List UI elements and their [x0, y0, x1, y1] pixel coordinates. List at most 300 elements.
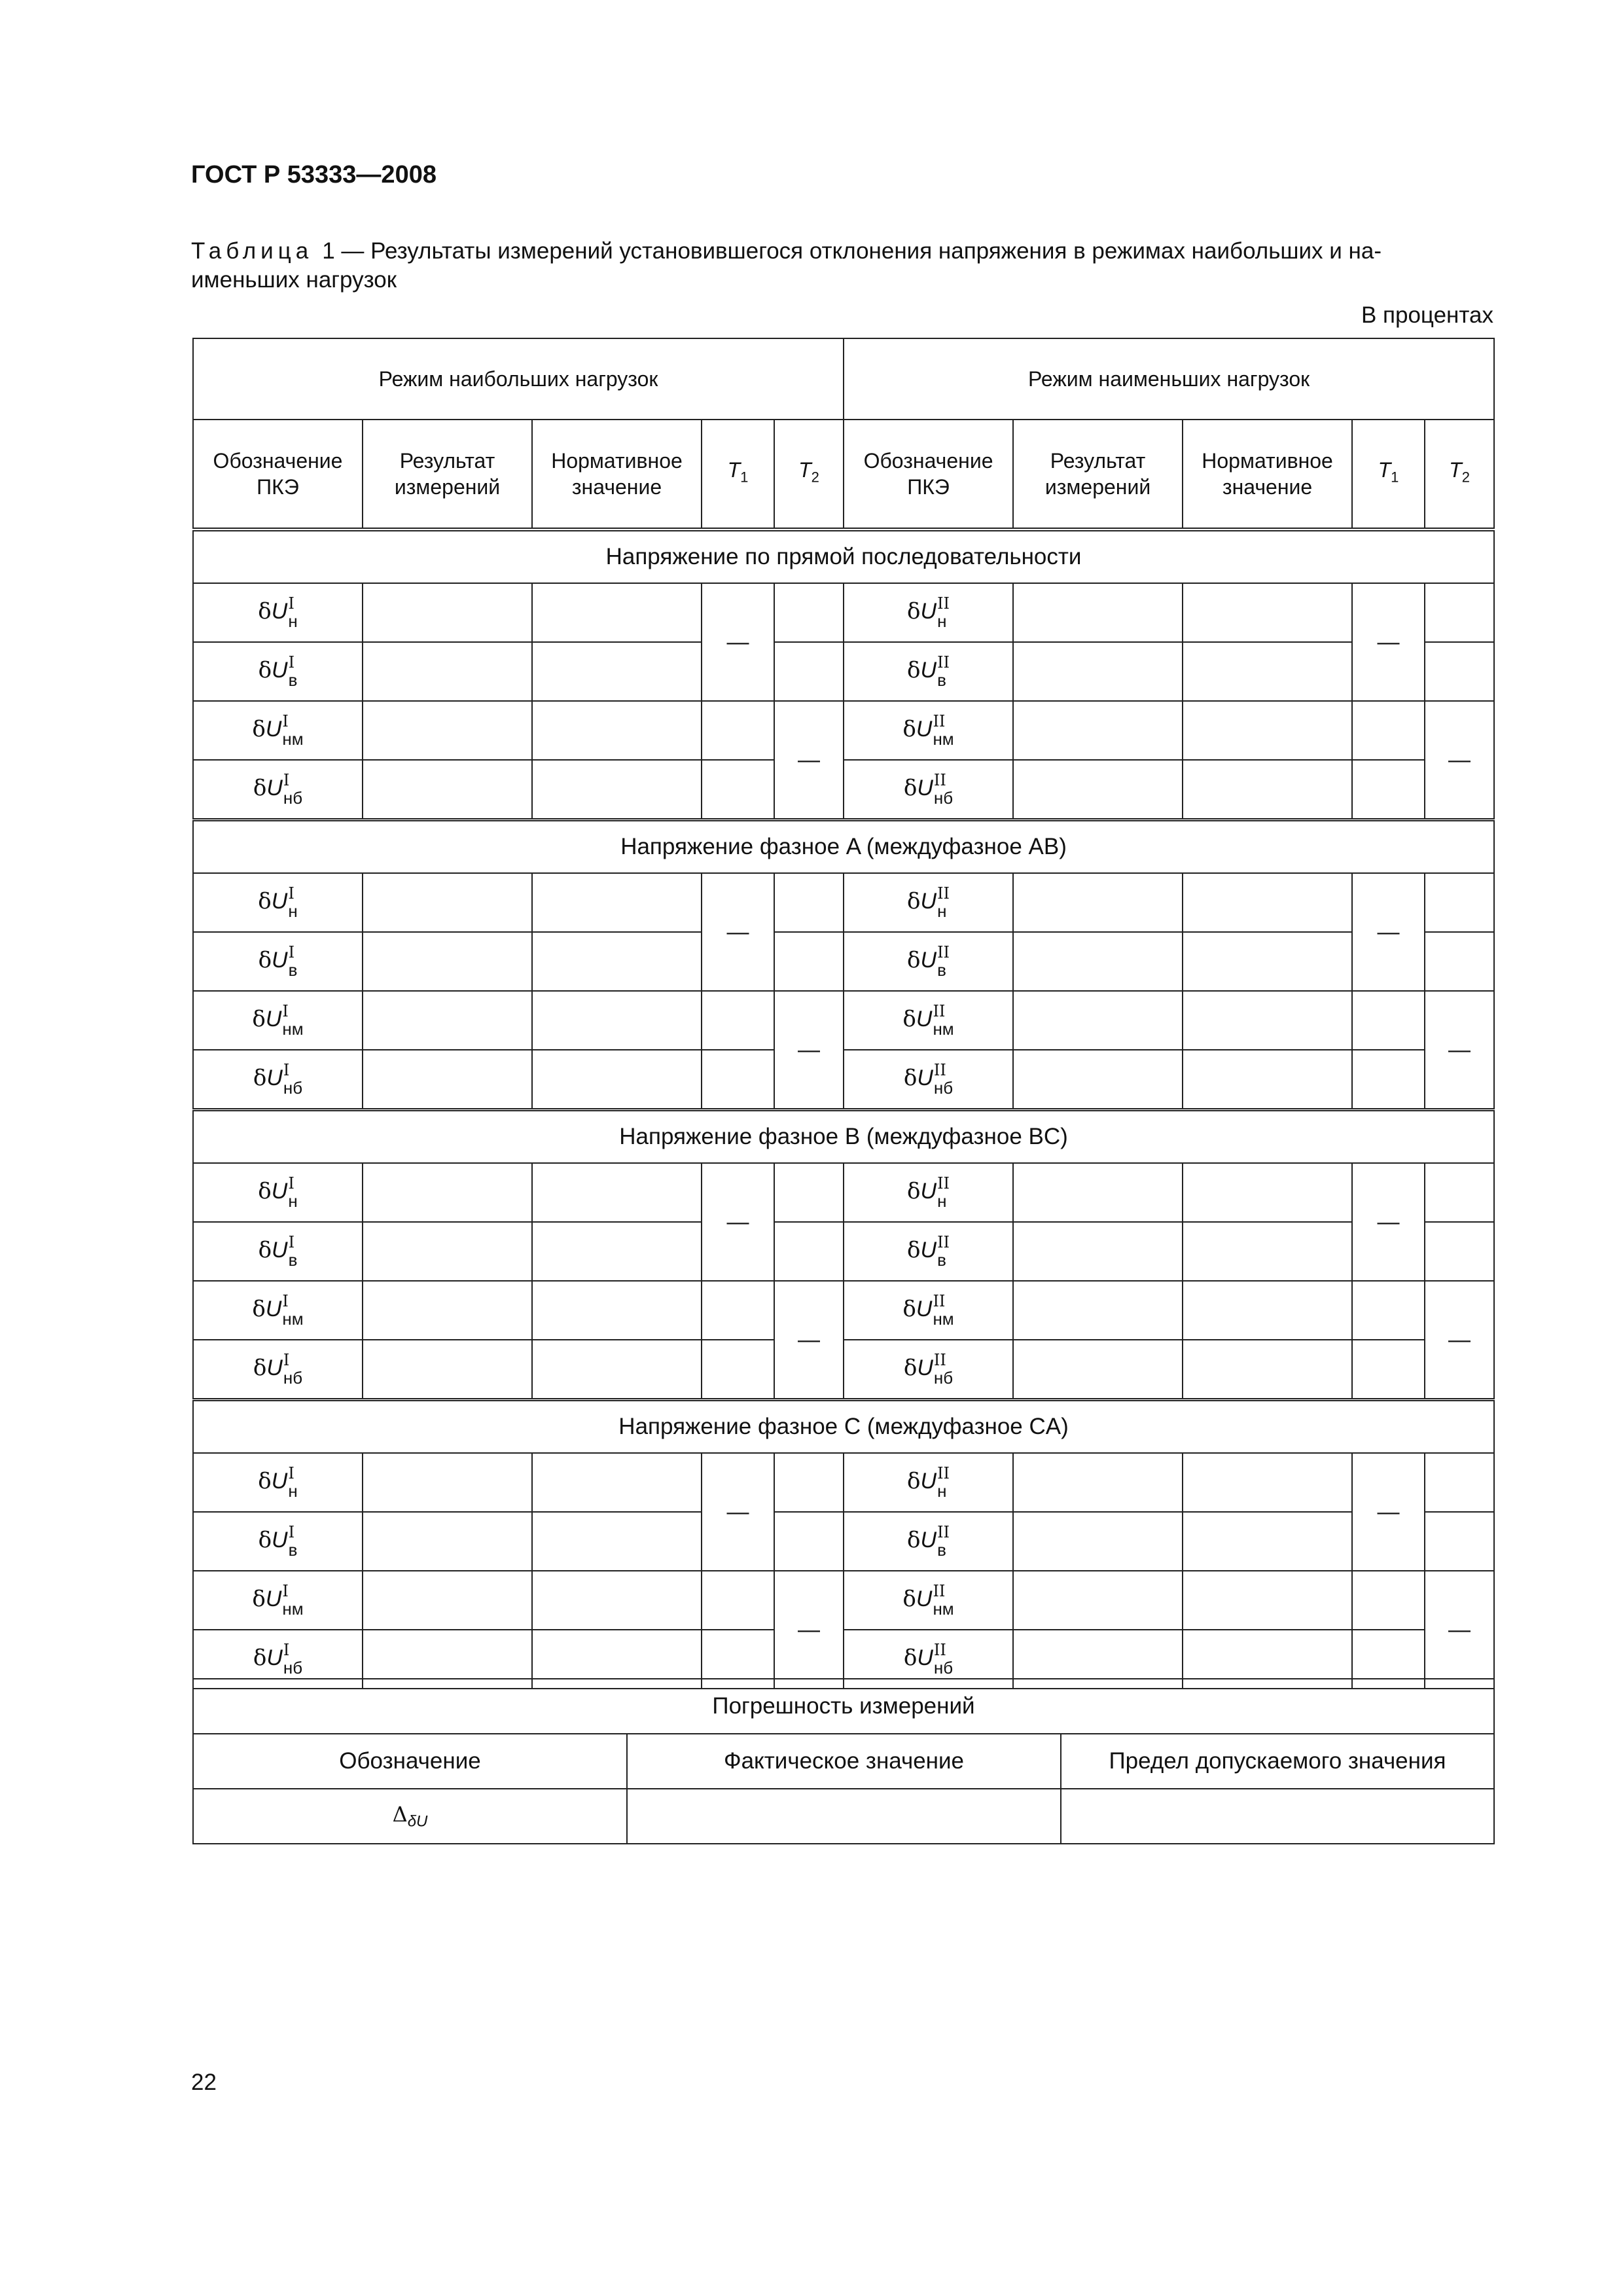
symbol-letter: U: [271, 889, 288, 914]
t1-max[interactable]: [702, 1340, 774, 1400]
dash-symbol: —: [726, 1209, 749, 1234]
result-max[interactable]: [363, 583, 532, 642]
t2-max[interactable]: [774, 873, 844, 932]
pke-symbol: [902, 1292, 954, 1329]
col-designation-min: Обозначение ПКЭ: [844, 420, 1013, 529]
result-min[interactable]: [1013, 991, 1183, 1050]
dash-symbol: —: [798, 1327, 821, 1352]
symbol-subscript: н: [937, 901, 947, 921]
pke-symbol: [252, 1002, 304, 1039]
normative-min[interactable]: [1183, 991, 1352, 1050]
symbol-delta: δ: [258, 598, 272, 624]
symbol-letter: U: [920, 658, 937, 683]
t2-max[interactable]: [774, 1222, 844, 1281]
col-result-max: Результат измерений: [363, 420, 532, 529]
symbol-letter: U: [271, 1469, 288, 1494]
symbol-subscript: нб: [283, 788, 303, 808]
table-row: [193, 991, 1494, 1050]
result-min[interactable]: [1013, 642, 1183, 701]
symbol-subscript: в: [937, 960, 946, 980]
pke-symbol: [902, 1582, 954, 1619]
normative-max[interactable]: [532, 1571, 702, 1630]
symbol-min-row: [844, 760, 1013, 820]
symbol-superscript: I: [283, 1351, 290, 1369]
t2-min[interactable]: [1425, 1163, 1494, 1222]
symbol-max-row: [193, 1571, 363, 1630]
pke-symbol: [253, 1641, 303, 1677]
symbol-subscript: нм: [282, 1309, 304, 1329]
result-max[interactable]: [363, 932, 532, 991]
symbol-superscript: I: [283, 771, 290, 789]
symbol-superscript: I: [288, 653, 295, 672]
result-max[interactable]: [363, 1340, 532, 1400]
symbol-subscript: нм: [933, 1309, 954, 1329]
symbol-superscript: I: [288, 884, 294, 903]
symbol-subscript: нм: [282, 729, 304, 749]
table-row: [193, 873, 1494, 932]
result-min[interactable]: [1013, 1512, 1183, 1571]
symbol-delta: δ: [907, 1178, 921, 1204]
normative-max[interactable]: [532, 642, 702, 701]
symbol-subscript: н: [937, 1191, 947, 1211]
normative-min[interactable]: [1183, 932, 1352, 991]
symbol-superscript: I: [288, 1464, 294, 1482]
t1-max[interactable]: [702, 760, 774, 820]
normative-min[interactable]: [1183, 1222, 1352, 1281]
error-table: [192, 1678, 1495, 1844]
col-t1-index: 1: [740, 469, 749, 486]
normative-max[interactable]: [532, 932, 702, 991]
symbol-superscript: I: [282, 1292, 289, 1310]
symbol-superscript: II: [937, 943, 950, 961]
t2-min[interactable]: [1425, 932, 1494, 991]
result-max[interactable]: [363, 1050, 532, 1110]
t2-min[interactable]: [1425, 583, 1494, 642]
result-min[interactable]: [1013, 1163, 1183, 1222]
dash-symbol: —: [798, 1617, 821, 1642]
symbol-max-row: [193, 1163, 363, 1222]
page-number: 22: [191, 2070, 217, 2095]
caption-text: 1 — Результаты измерений установившегося отклонения напряжения в режимах наибольших и на-: [322, 238, 1382, 264]
caption-label: Таблица: [191, 238, 313, 264]
result-min[interactable]: [1013, 1453, 1183, 1512]
pke-symbol: [907, 1174, 950, 1211]
table-caption: [191, 237, 1500, 295]
symbol-letter: U: [920, 1469, 937, 1494]
symbol-letter: U: [917, 1645, 933, 1670]
symbol-letter: U: [916, 1587, 933, 1611]
table-row: [193, 701, 1494, 760]
result-max[interactable]: [363, 1222, 532, 1281]
t2-min[interactable]: [1425, 1222, 1494, 1281]
symbol-min-row: [844, 873, 1013, 932]
dash-t1-max: [702, 1453, 774, 1571]
dash-t1-min: [1352, 583, 1425, 701]
symbol-subscript: н: [288, 901, 298, 921]
pke-symbol: [258, 594, 298, 631]
symbol-superscript: II: [937, 884, 950, 903]
pke-symbol: [253, 771, 303, 808]
pke-symbol: [902, 712, 954, 749]
normative-max[interactable]: [532, 1453, 702, 1512]
t1-max[interactable]: [702, 991, 774, 1050]
normative-max[interactable]: [532, 1222, 702, 1281]
normative-min[interactable]: [1183, 583, 1352, 642]
pke-symbol: [258, 1233, 298, 1270]
dash-symbol: —: [798, 1037, 821, 1062]
t1-min[interactable]: [1352, 701, 1425, 760]
symbol-letter: U: [920, 948, 937, 973]
normative-min[interactable]: [1183, 873, 1352, 932]
table-row: [193, 1222, 1494, 1281]
symbol-letter: U: [916, 717, 933, 742]
t1-max[interactable]: [702, 1050, 774, 1110]
symbol-max-row: [193, 1453, 363, 1512]
table-row: [193, 1453, 1494, 1512]
symbol-letter: U: [266, 776, 283, 800]
symbol-superscript: II: [937, 594, 950, 613]
result-min[interactable]: [1013, 1571, 1183, 1630]
symbol-letter: U: [271, 1179, 288, 1204]
pke-symbol: [907, 1464, 950, 1501]
t2-min[interactable]: [1425, 642, 1494, 701]
symbol-letter: U: [265, 1297, 282, 1321]
table-row: [193, 1340, 1494, 1400]
result-min[interactable]: [1013, 583, 1183, 642]
normative-min[interactable]: [1183, 1453, 1352, 1512]
symbol-delta: δ: [907, 657, 921, 683]
error-limit-value[interactable]: [1061, 1789, 1494, 1844]
t2-min[interactable]: [1425, 1512, 1494, 1571]
symbol-max-row: [193, 1222, 363, 1281]
t2-max[interactable]: [774, 932, 844, 991]
symbol-subscript: н: [937, 611, 947, 631]
symbol-delta: δ: [907, 1237, 921, 1263]
dash-symbol: —: [1377, 1209, 1400, 1234]
col-t2-index: 2: [811, 469, 819, 486]
col-t2-index: 2: [1461, 469, 1470, 486]
symbol-superscript: I: [283, 1061, 290, 1079]
symbol-subscript: в: [288, 1540, 298, 1560]
pke-symbol: [258, 1464, 298, 1501]
normative-max[interactable]: [532, 873, 702, 932]
symbol-superscript: I: [288, 594, 294, 613]
col-t2-min: [1425, 420, 1494, 529]
symbol-subscript: н: [288, 1191, 298, 1211]
pke-symbol: [258, 1174, 298, 1211]
mode-min-header: Режим наименьших нагрузок: [844, 338, 1494, 420]
symbol-delta: δ: [258, 947, 272, 973]
result-min[interactable]: [1013, 873, 1183, 932]
normative-max[interactable]: [532, 991, 702, 1050]
t2-max[interactable]: [774, 642, 844, 701]
normative-min[interactable]: [1183, 1340, 1352, 1400]
normative-max[interactable]: [532, 1512, 702, 1571]
symbol-delta: δ: [253, 1065, 267, 1091]
t1-max[interactable]: [702, 1571, 774, 1630]
symbol-subscript: н: [288, 1481, 298, 1501]
symbol-superscript: I: [288, 943, 295, 961]
symbol-superscript: II: [933, 1641, 946, 1659]
symbol-subscript: в: [288, 670, 298, 690]
symbol-superscript: II: [937, 1233, 950, 1251]
symbol-delta: δ: [258, 888, 272, 914]
symbol-max-row: [193, 1281, 363, 1340]
t1-min[interactable]: [1352, 760, 1425, 820]
normative-min[interactable]: [1183, 1512, 1352, 1571]
dash-t1-min: [1352, 1453, 1425, 1571]
symbol-delta: δ: [252, 1296, 266, 1322]
symbol-min-row: [844, 642, 1013, 701]
error-symbol-cell: [193, 1789, 627, 1844]
measurements-table: [192, 338, 1495, 1689]
symbol-superscript: I: [282, 712, 289, 730]
symbol-delta: δ: [253, 1645, 267, 1671]
symbol-subscript: нб: [933, 1078, 954, 1098]
symbol-superscript: II: [933, 1582, 946, 1600]
symbol-letter: U: [917, 1066, 933, 1090]
normative-max[interactable]: [532, 1050, 702, 1110]
col-t1-letter: T: [1378, 458, 1391, 482]
normative-min[interactable]: [1183, 1571, 1352, 1630]
symbol-min-row: [844, 1163, 1013, 1222]
caption-text-continued: именьших нагрузок: [191, 267, 397, 293]
normative-max[interactable]: [532, 583, 702, 642]
pke-symbol: [252, 1582, 304, 1619]
t2-max[interactable]: [774, 583, 844, 642]
normative-max[interactable]: [532, 760, 702, 820]
table-row: [193, 1571, 1494, 1630]
pke-symbol: [907, 884, 950, 921]
result-max[interactable]: [363, 701, 532, 760]
pke-symbol: [907, 594, 950, 631]
t1-max[interactable]: [702, 1281, 774, 1340]
symbol-min-row: [844, 583, 1013, 642]
symbol-delta: δ: [258, 1237, 272, 1263]
col-normative-max: Нормативное значение: [532, 420, 702, 529]
dash-symbol: —: [1448, 1037, 1471, 1062]
t1-min[interactable]: [1352, 1281, 1425, 1340]
symbol-superscript: II: [933, 712, 946, 730]
symbol-letter: U: [265, 717, 282, 742]
t1-min[interactable]: [1352, 1571, 1425, 1630]
dash-symbol: —: [1377, 629, 1400, 655]
symbol-superscript: II: [933, 1002, 946, 1020]
symbol-subscript: нб: [283, 1658, 303, 1677]
symbol-delta: δ: [907, 1468, 921, 1494]
result-max[interactable]: [363, 1163, 532, 1222]
symbol-superscript: II: [933, 771, 946, 789]
pke-symbol: [903, 771, 954, 808]
t1-max[interactable]: [702, 701, 774, 760]
dash-t2-max: [774, 991, 844, 1110]
normative-min[interactable]: [1183, 760, 1352, 820]
dash-symbol: —: [726, 919, 749, 944]
symbol-delta: δ: [258, 657, 272, 683]
normative-max[interactable]: [532, 1340, 702, 1400]
dash-symbol: —: [1377, 919, 1400, 944]
section-header: Напряжение фазное C (междуфазное CA): [193, 1400, 1494, 1454]
dash-t1-max: [702, 583, 774, 701]
symbol-letter: U: [272, 1528, 288, 1552]
table-row: [193, 932, 1494, 991]
symbol-letter: U: [916, 1297, 933, 1321]
pke-symbol: [252, 1292, 304, 1329]
symbol-superscript: II: [933, 1061, 946, 1079]
symbol-delta: δ: [253, 775, 267, 801]
document-header: ГОСТ Р 53333—2008: [191, 161, 437, 188]
symbol-letter: U: [265, 1587, 282, 1611]
table-row: [193, 1163, 1494, 1222]
symbol-delta: δ: [252, 1006, 266, 1032]
symbol-superscript: II: [937, 1464, 950, 1482]
table-row: [193, 760, 1494, 820]
pke-symbol: [253, 1351, 303, 1388]
dash-t2-min: [1425, 701, 1494, 820]
symbol-letter: U: [266, 1355, 283, 1380]
result-min[interactable]: [1013, 1222, 1183, 1281]
symbol-delta: δ: [902, 1586, 916, 1612]
symbol-letter: U: [271, 599, 288, 624]
symbol-subscript: нб: [933, 1368, 954, 1388]
symbol-delta: δ: [258, 1527, 272, 1553]
symbol-max-row: [193, 991, 363, 1050]
result-max[interactable]: [363, 1571, 532, 1630]
error-actual-value[interactable]: [627, 1789, 1061, 1844]
symbol-delta: δ: [907, 1527, 921, 1553]
symbol-max-row: [193, 932, 363, 991]
symbol-subscript: нб: [933, 1658, 954, 1677]
symbol-subscript: в: [937, 1250, 946, 1270]
dash-t2-max: [774, 1281, 844, 1400]
symbol-subscript: нм: [933, 729, 954, 749]
symbol-delta: δ: [253, 1355, 267, 1381]
result-max[interactable]: [363, 760, 532, 820]
result-min[interactable]: [1013, 701, 1183, 760]
dash-t1-max: [702, 873, 774, 991]
symbol-min-row: [844, 1453, 1013, 1512]
result-min[interactable]: [1013, 760, 1183, 820]
symbol-delta: δ: [258, 1468, 272, 1494]
symbol-min-row: [844, 1222, 1013, 1281]
symbol-delta: δ: [907, 947, 921, 973]
table-row: [193, 1512, 1494, 1571]
symbol-subscript: нм: [933, 1599, 954, 1619]
t2-min[interactable]: [1425, 873, 1494, 932]
symbol-letter: U: [920, 1528, 937, 1552]
table-row: [193, 642, 1494, 701]
result-max[interactable]: [363, 1281, 532, 1340]
col-result-min: Результат измерений: [1013, 420, 1183, 529]
result-max[interactable]: [363, 873, 532, 932]
symbol-subscript: нб: [283, 1368, 303, 1388]
result-max[interactable]: [363, 1453, 532, 1512]
dash-symbol: —: [798, 747, 821, 772]
symbol-delta: δ: [903, 1645, 918, 1671]
t2-max[interactable]: [774, 1512, 844, 1571]
symbol-delta: δ: [907, 598, 921, 624]
symbol-letter: U: [920, 1179, 937, 1204]
normative-max[interactable]: [532, 1281, 702, 1340]
section-header: Напряжение фазное B (междуфазное BC): [193, 1110, 1494, 1164]
symbol-subscript: в: [288, 960, 298, 980]
symbol-max-row: [193, 873, 363, 932]
error-col-actual: Фактическое значение: [627, 1734, 1061, 1789]
normative-max[interactable]: [532, 701, 702, 760]
t2-max[interactable]: [774, 1163, 844, 1222]
symbol-subscript: нб: [283, 1078, 303, 1098]
symbol-subscript: н: [937, 1481, 947, 1501]
dash-t2-max: [774, 701, 844, 820]
error-table-title: Погрешность измерений: [193, 1679, 1494, 1734]
normative-min[interactable]: [1183, 642, 1352, 701]
col-designation-max: Обозначение ПКЭ: [193, 420, 363, 529]
symbol-min-row: [844, 1340, 1013, 1400]
result-min[interactable]: [1013, 1340, 1183, 1400]
symbol-min-row: [844, 1281, 1013, 1340]
pke-symbol: [903, 1641, 954, 1677]
units-note: В процентах: [1361, 302, 1493, 328]
symbol-delta: δ: [903, 1355, 918, 1381]
symbol-max-row: [193, 701, 363, 760]
t1-min[interactable]: [1352, 991, 1425, 1050]
result-min[interactable]: [1013, 1281, 1183, 1340]
dash-symbol: —: [1448, 747, 1471, 772]
normative-min[interactable]: [1183, 1281, 1352, 1340]
normative-min[interactable]: [1183, 701, 1352, 760]
result-min[interactable]: [1013, 932, 1183, 991]
t2-min[interactable]: [1425, 1453, 1494, 1512]
t2-max[interactable]: [774, 1453, 844, 1512]
symbol-max-row: [193, 1340, 363, 1400]
result-max[interactable]: [363, 1512, 532, 1571]
result-min[interactable]: [1013, 1050, 1183, 1110]
symbol-letter: U: [265, 1007, 282, 1031]
col-t2-letter: T: [1449, 458, 1462, 482]
t1-min[interactable]: [1352, 1340, 1425, 1400]
normative-max[interactable]: [532, 1163, 702, 1222]
symbol-letter: U: [920, 1238, 937, 1263]
error-col-designation: Обозначение: [193, 1734, 627, 1789]
symbol-max-row: [193, 583, 363, 642]
symbol-superscript: I: [283, 1641, 290, 1659]
pke-symbol: [258, 653, 298, 690]
result-max[interactable]: [363, 642, 532, 701]
symbol-delta: δ: [903, 775, 918, 801]
error-col-limit: Предел допускаемого значения: [1061, 1734, 1494, 1789]
pke-symbol: [252, 712, 304, 749]
symbol-max-row: [193, 642, 363, 701]
col-normative-min: Нормативное значение: [1183, 420, 1352, 529]
normative-min[interactable]: [1183, 1163, 1352, 1222]
normative-min[interactable]: [1183, 1050, 1352, 1110]
symbol-letter: U: [917, 1355, 933, 1380]
symbol-min-row: [844, 932, 1013, 991]
t1-min[interactable]: [1352, 1050, 1425, 1110]
symbol-subscript: нб: [933, 788, 954, 808]
symbol-letter: U: [272, 948, 288, 973]
table-row: [193, 1281, 1494, 1340]
dash-t2-min: [1425, 991, 1494, 1110]
symbol-letter: U: [920, 889, 937, 914]
symbol-max-row: [193, 1050, 363, 1110]
section-header: Напряжение по прямой последовательности: [193, 529, 1494, 583]
symbol-subscript: н: [288, 611, 298, 631]
symbol-min-row: [844, 1571, 1013, 1630]
result-max[interactable]: [363, 991, 532, 1050]
symbol-delta: δ: [252, 716, 266, 742]
pke-symbol: [907, 1233, 950, 1270]
